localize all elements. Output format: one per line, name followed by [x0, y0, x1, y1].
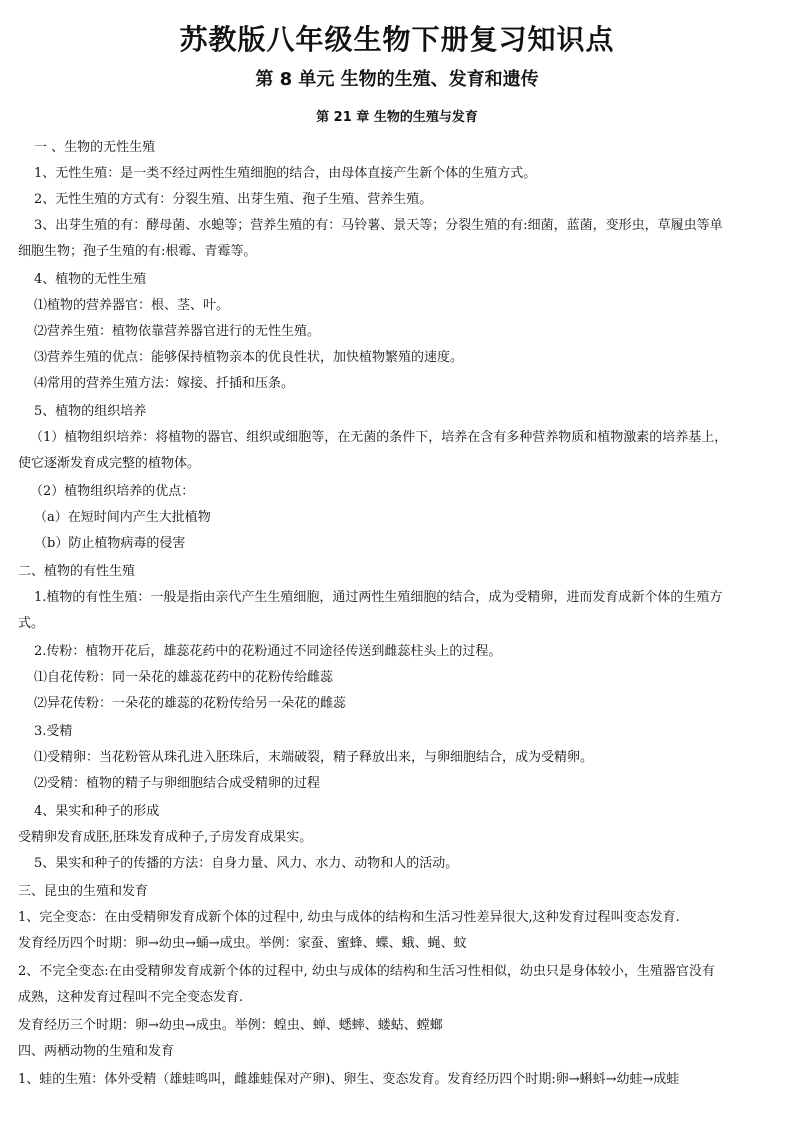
- section-heading-asexual: 一 、生物的无性生殖: [34, 140, 156, 155]
- paragraph-line: ⑴自花传粉：同一朵花的雄蕊花药中的花粉传给雌蕊: [34, 670, 334, 685]
- paragraph-line: （1）植物组织培养：将植物的器官、组织或细胞等，在无菌的条件下，培养在含有多种营养物质和植物激素的培养基上，: [30, 430, 728, 445]
- document-title: 苏教版八年级生物下册复习知识点: [179, 23, 615, 56]
- paragraph-line: 受精卵发育成胚,胚珠发育成种子,子房发育成果实。: [18, 830, 313, 845]
- list-item: （b）防止植物病毒的侵害: [34, 536, 186, 551]
- paragraph-line: （2）植物组织培养的优点：: [30, 484, 195, 499]
- section-heading-amphibians: 四、两栖动物的生殖和发育: [18, 1044, 175, 1059]
- subheading-line: 4、植物的无性生殖: [34, 272, 147, 287]
- paragraph-line: 成熟，这种发育过程叫不完全变态发育.: [18, 990, 244, 1005]
- paragraph-line: 使它逐渐发育成完整的植物体。: [18, 456, 201, 471]
- paragraph-line: 3、出芽生殖的有：酵母菌、水螅等；营养生殖的有：马铃薯、景天等；分裂生殖的有:细菌，蓝菌，变形虫，草履虫等单: [34, 218, 723, 233]
- unit-heading: 第 8 单元 生物的生殖、发育和遗传: [255, 69, 539, 90]
- paragraph-line: 1.植物的有性生殖：一般是指由亲代产生生殖细胞，通过两性生殖细胞的结合，成为受精卵，进而发育成新个体的生殖方: [34, 590, 723, 605]
- section-heading-sexual-plants: 二、植物的有性生殖: [18, 564, 136, 579]
- paragraph-line: 1、完全变态：在由受精卵发育成新个体的过程中, 幼虫与成体的结构和生活习性差异很大,这种发育过程叫变态发育.: [18, 910, 680, 925]
- subheading-line: 5、植物的组织培养: [34, 404, 147, 419]
- paragraph-line: 细胞生物；孢子生殖的有:根霉、青霉等。: [18, 244, 257, 259]
- paragraph-line: ⑴受精卵：当花粉管从珠孔进入胚珠后，末端破裂，精子释放出来，与卵细胞结合，成为受精卵。: [34, 750, 594, 765]
- paragraph-line: 1、无性生殖：是一类不经过两性生殖细胞的结合，由母体直接产生新个体的生殖方式。: [34, 166, 537, 181]
- paragraph-line: ⑷常用的营养生殖方法：嫁接、扦插和压条。: [34, 376, 295, 391]
- chapter-heading: 第 21 章 生物的生殖与发育: [316, 110, 478, 125]
- paragraph-line: 1、蛙的生殖：体外受精（雄蛙鸣叫，雌雄蛙保对产卵)、卵生、变态发育。发育经历四个时期:卵→蝌蚪→幼蛙→成蛙: [18, 1072, 680, 1087]
- subheading-line: 3.受精: [34, 724, 73, 739]
- paragraph-line: ⑵受精：植物的精子与卵细胞结合成受精卵的过程: [34, 776, 321, 791]
- paragraph-line: ⑵异花传粉：一朵花的雄蕊的花粉传给另一朵花的雌蕊: [34, 696, 347, 711]
- subheading-line: 4、果实和种子的形成: [34, 804, 160, 819]
- paragraph-line: 发育经历三个时期：卵→幼虫→成虫。举例：蝗虫、蝉、蟋蟀、蝼蛄、螳螂: [18, 1018, 443, 1033]
- paragraph-line: ⑶营养生殖的优点：能够保持植物亲本的优良性状，加快植物繁殖的速度。: [34, 350, 464, 365]
- list-item: （a）在短时间内产生大批植物: [34, 510, 211, 525]
- paragraph-line: ⑵营养生殖：植物依靠营养器官进行的无性生殖。: [34, 324, 321, 339]
- paragraph-line: 发育经历四个时期：卵→幼虫→蛹→成虫。举例：家蚕、蜜蜂、蝶、蛾、蝇、蚊: [18, 936, 467, 951]
- section-heading-insects: 三、昆虫的生殖和发育: [18, 884, 149, 899]
- paragraph-line: ⑴植物的营养器官：根、茎、叶。: [34, 298, 230, 313]
- paragraph-line: 2、不完全变态:在由受精卵发育成新个体的过程中, 幼虫与成体的结构和生活习性相似，幼虫只是身体较小，生殖器官没有: [18, 964, 715, 979]
- paragraph-line: 2.传粉：植物开花后，雄蕊花药中的花粉通过不同途径传送到雌蕊柱头上的过程。: [34, 644, 502, 659]
- paragraph-line: 5、果实和种子的传播的方法：自身力量、风力、水力、动物和人的活动。: [34, 856, 459, 871]
- paragraph-line: 2、无性生殖的方式有：分裂生殖、出芽生殖、孢子生殖、营养生殖。: [34, 192, 433, 207]
- paragraph-line: 式。: [18, 616, 45, 631]
